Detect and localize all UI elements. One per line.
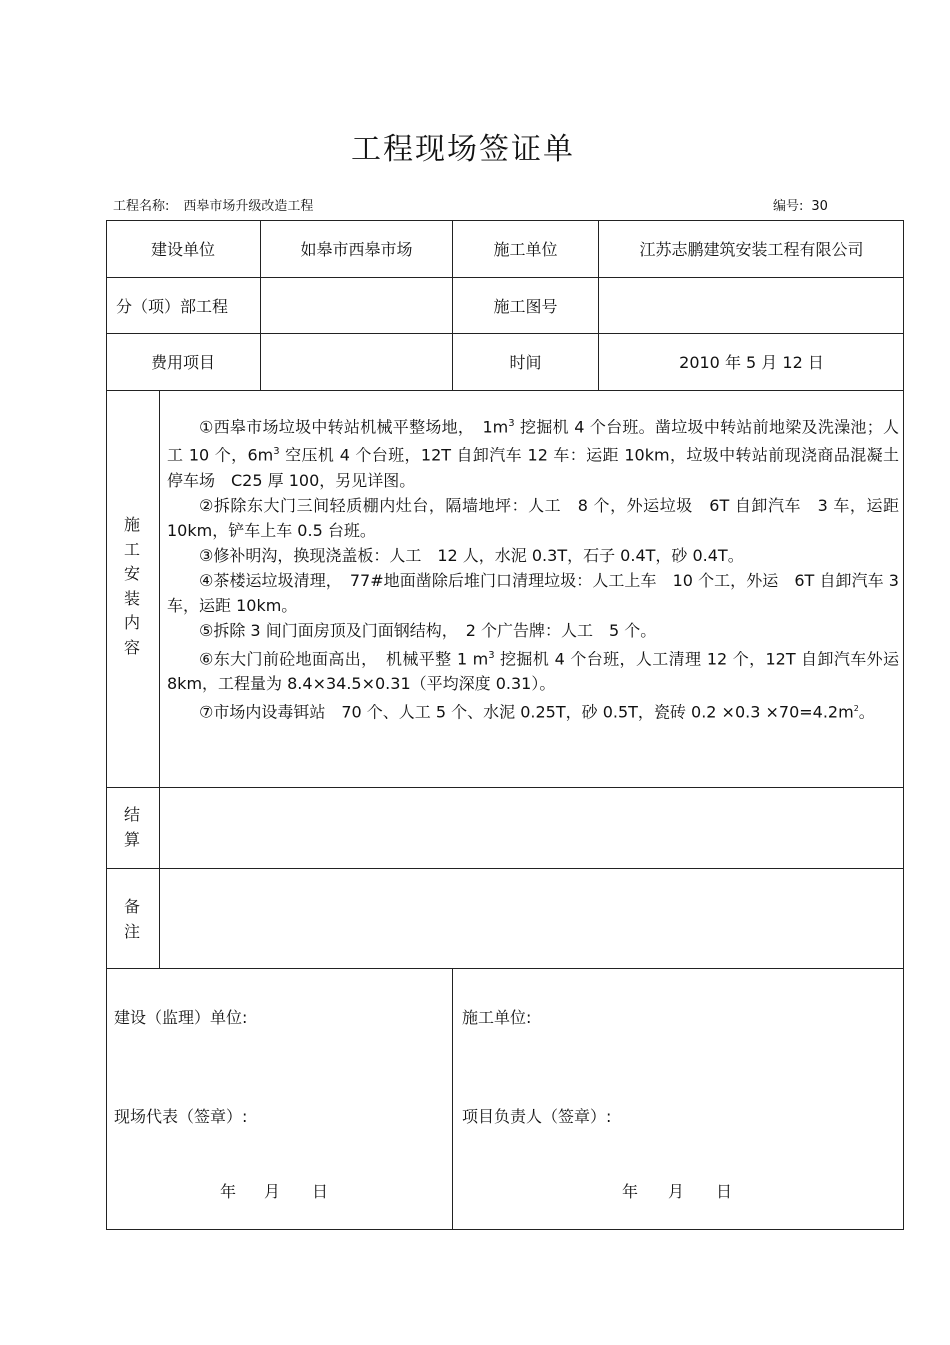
table-rule	[159, 390, 160, 969]
label-char: 施	[123, 515, 140, 534]
drawing-value	[599, 277, 904, 333]
label-char: 容	[123, 637, 140, 657]
label-char: 内	[123, 613, 140, 632]
time-label: 时间	[509, 353, 542, 372]
form-table	[106, 220, 904, 1230]
label-char: 工	[123, 539, 140, 559]
table-rule	[452, 968, 453, 1230]
contractor-signature-label: 施工单位:	[462, 1008, 532, 1027]
site-representative-label: 现场代表（签章）:	[114, 1107, 248, 1126]
owner-value: 如皋市西皋市场	[300, 240, 413, 259]
project-manager-label: 项目负责人（签章）:	[462, 1107, 612, 1126]
label-char: 装	[123, 588, 140, 608]
table-border-bottom	[106, 1229, 904, 1230]
owner-unit-signature-label: 建设（监理）单位:	[114, 1008, 248, 1027]
remarks-section-label	[106, 895, 158, 944]
cost-label: 费用项目	[150, 353, 215, 372]
content-item-5: ⑤拆除 3 间门面房顶及门面钢结构， 2 个广告牌：人工 5 个。	[199, 620, 657, 640]
drawing-label: 施工图号	[493, 296, 558, 316]
project-name-value: 西皋市场升级改造工程	[183, 199, 314, 214]
table-rule	[106, 968, 904, 969]
project-name-line	[113, 195, 313, 214]
content-item-1: ①西皋市场垃圾中转站机械平整场地， $1m^3$ 挖掘机 4 个台班。凿垃圾中转站前地梁及洗澡池；人工 10 个，$6m^3$ 空压机 4 个台班，12T 自卸汽车 12 车：运距 10km，垃圾中转站前现浇商品混凝土停车场 C25 厚 100，另见详图。	[167, 417, 899, 490]
day-label: 日	[312, 1182, 329, 1201]
table-rule	[106, 787, 904, 788]
year-label: 年	[622, 1182, 639, 1201]
right-date	[622, 1179, 732, 1202]
content-item-3: ③修补明沟，换现浇盖板：人工 12 人，水泥 0.3T，石子 0.4T，砂 0.4T。	[199, 545, 744, 565]
left-date	[220, 1179, 328, 1202]
month-label: 月	[264, 1182, 281, 1201]
document-number-line	[773, 195, 828, 214]
month-label: 月	[668, 1182, 685, 1201]
subproject-label: 分（项）部工程	[116, 296, 229, 316]
owner-label: 建设单位	[150, 240, 215, 259]
settlement-section-label	[106, 803, 158, 852]
content-item-7: ⑦市场内设毒铒站 70 个、人工 5 个、水泥 0.25T，砂 0.5T，瓷砖 $0.2 \times 0.3 \times 70=4.2m^2$。	[199, 702, 875, 722]
content-section-label	[106, 513, 158, 660]
subproject-value	[261, 277, 452, 333]
number-label: 编号:	[773, 199, 804, 214]
time-value: 2010 年 5 月 12 日	[679, 353, 824, 372]
table-rule	[106, 868, 904, 869]
contractor-value: 江苏志鹏建筑安装工程有限公司	[639, 240, 864, 259]
label-char: 算	[123, 829, 140, 849]
contractor-label: 施工单位	[493, 240, 558, 259]
project-name-label: 工程名称:	[113, 199, 170, 214]
day-label: 日	[716, 1182, 733, 1201]
label-char: 安	[123, 564, 140, 583]
table-rule	[106, 390, 904, 391]
label-char: 备	[123, 897, 140, 916]
cost-value	[261, 333, 452, 390]
content-item-6: ⑥东大门前砼地面高出， 机械平整 1 $m^3$ 挖掘机 4 个台班，人工清理 12 个，12T 自卸汽车外运 8km，工程量为 8.4×34.5×0.31（平均深度 0.31）。	[167, 648, 899, 693]
content-item-2: ②拆除东大门三间轻质棚内灶台，隔墙地坪：人工 8 个，外运垃圾 6T 自卸汽车 3 车，运距 10km，铲车上车 0.5 台班。	[167, 495, 899, 540]
year-label: 年	[220, 1182, 237, 1201]
content-item-4: ④茶楼运垃圾清理， 77#地面凿除后堆门口清理垃圾：人工上车 10 个工，外运 6T 自卸汽车 3 车，运距 10km。	[167, 570, 899, 615]
number-value: 30	[811, 199, 828, 214]
label-char: 注	[123, 921, 140, 941]
document-title: 工程现场签证单	[351, 132, 575, 167]
construction-content	[167, 411, 899, 724]
label-char: 结	[123, 805, 140, 824]
